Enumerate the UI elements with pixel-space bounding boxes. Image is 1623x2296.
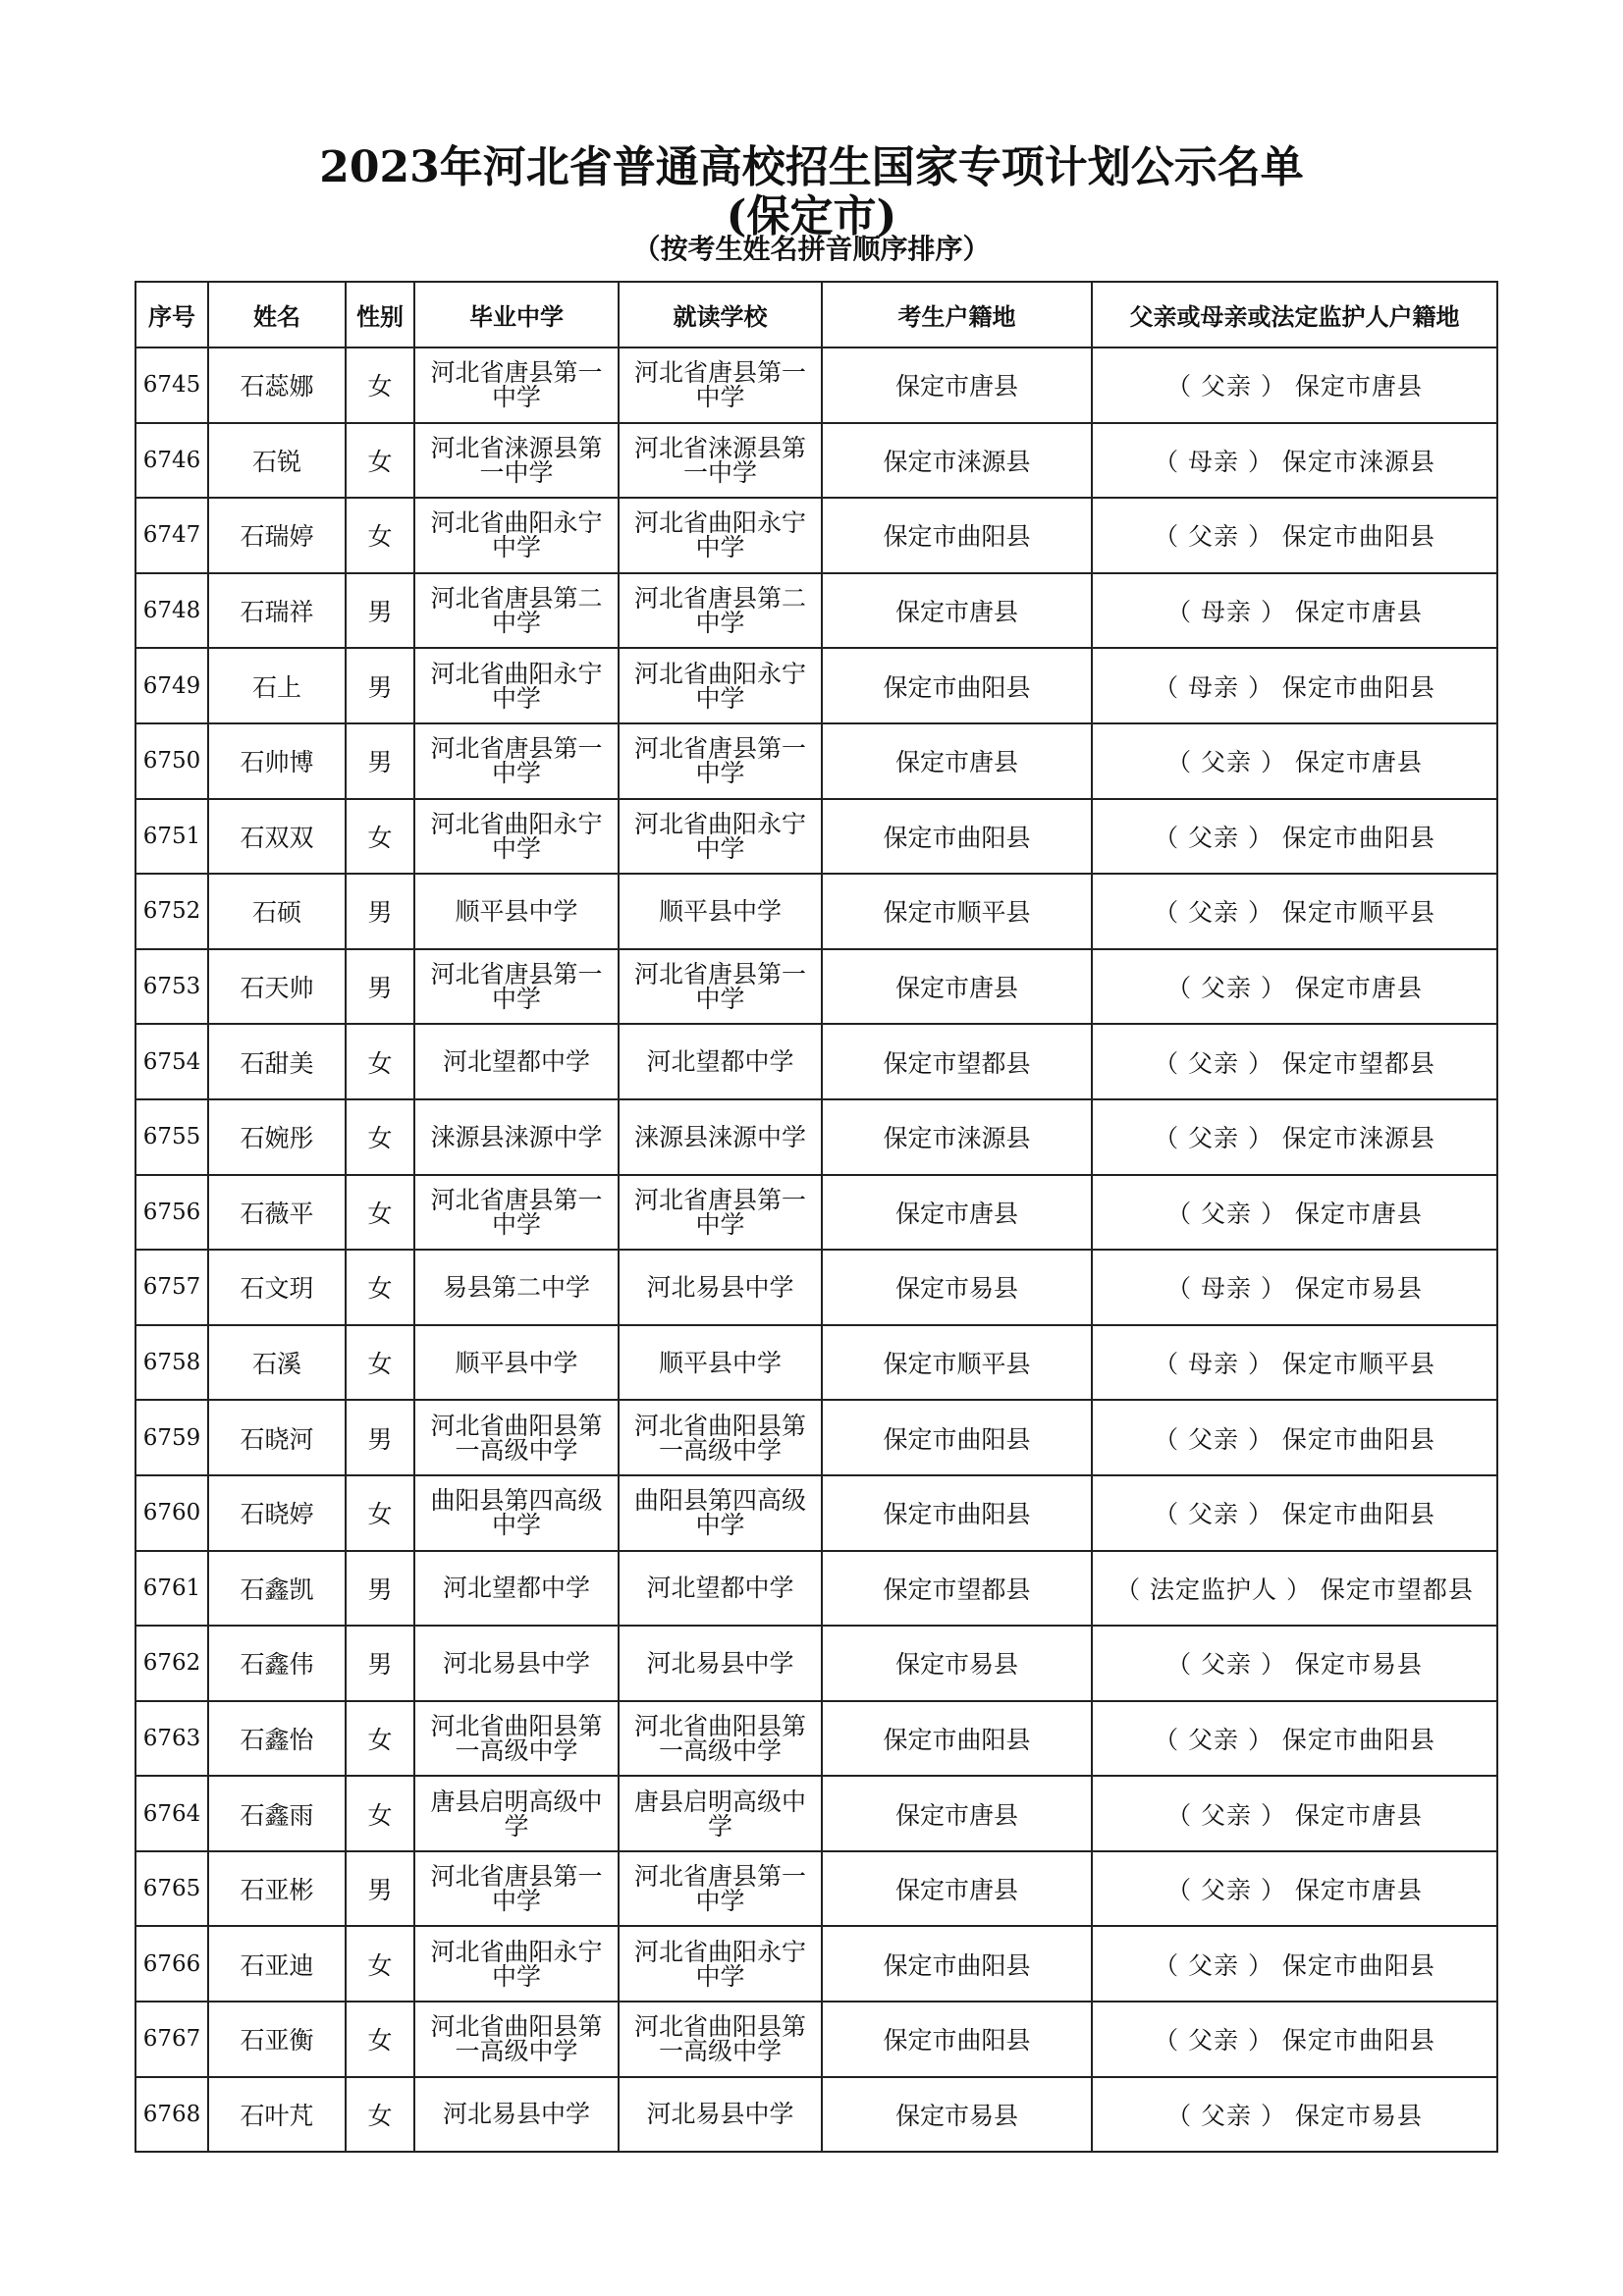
seq-cell: 6759 [135,1400,208,1475]
household-cell: 保定市涞源县 [822,1099,1092,1175]
household-cell: 保定市唐县 [822,949,1092,1025]
seq-cell: 6745 [135,347,208,423]
household-cell: 保定市唐县 [822,1776,1092,1851]
current-school-cell: 河北省曲阳永宁中学 [619,799,822,875]
parent-household-cell: （ 父亲 ） 保定市易县 [1092,1626,1497,1701]
current-school-cell: 河北省唐县第一中学 [619,1175,822,1251]
table-row [135,1776,1497,1851]
page-subtitle: (保定市) [726,191,897,241]
gender-cell: 男 [346,723,414,799]
name-cell: 石瑞祥 [208,573,346,649]
table-row [135,1175,1497,1251]
seq-cell: 6765 [135,1851,208,1927]
gender-cell: 男 [346,1551,414,1627]
parent-household-cell: （ 父亲 ） 保定市曲阳县 [1092,1701,1497,1777]
seq-cell: 6757 [135,1250,208,1325]
table-row [135,1024,1497,1099]
current-school-cell: 河北省唐县第一中学 [619,1851,822,1927]
name-cell: 石溪 [208,1325,346,1401]
current-school-cell: 河北望都中学 [619,1551,822,1627]
grad-school-cell: 河北省曲阳县第一高级中学 [414,2002,619,2077]
parent-household-cell: （ 母亲 ） 保定市易县 [1092,1250,1497,1325]
current-school-cell: 河北望都中学 [619,1024,822,1099]
parent-household-cell: （ 父亲 ） 保定市唐县 [1092,1175,1497,1251]
table-row [135,1099,1497,1175]
name-cell: 石文玥 [208,1250,346,1325]
column-header-seq: 序号 [135,282,208,347]
gender-cell: 男 [346,1626,414,1701]
household-cell: 保定市唐县 [822,573,1092,649]
gender-cell: 女 [346,1250,414,1325]
household-cell: 保定市曲阳县 [822,2002,1092,2077]
gender-cell: 女 [346,347,414,423]
household-cell: 保定市易县 [822,1626,1092,1701]
gender-cell: 女 [346,1776,414,1851]
grad-school-cell: 河北望都中学 [414,1551,619,1627]
table-row [135,347,1497,423]
household-cell: 保定市曲阳县 [822,799,1092,875]
seq-cell: 6746 [135,423,208,499]
gender-cell: 女 [346,1325,414,1401]
household-cell: 保定市顺平县 [822,1325,1092,1401]
current-school-cell: 河北省曲阳永宁中学 [619,498,822,573]
grad-school-cell: 河北省唐县第一中学 [414,347,619,423]
name-cell: 石鑫伟 [208,1626,346,1701]
seq-cell: 6767 [135,2002,208,2077]
grad-school-cell: 河北省曲阳永宁中学 [414,1926,619,2002]
gender-cell: 女 [346,1701,414,1777]
name-cell: 石叶芃 [208,2077,346,2153]
parent-household-cell: （ 父亲 ） 保定市唐县 [1092,723,1497,799]
grad-school-cell: 河北省唐县第一中学 [414,1851,619,1927]
seq-cell: 6747 [135,498,208,573]
seq-cell: 6753 [135,949,208,1025]
current-school-cell: 唐县启明高级中学 [619,1776,822,1851]
household-cell: 保定市顺平县 [822,874,1092,949]
gender-cell: 男 [346,648,414,723]
grad-school-cell: 河北易县中学 [414,2077,619,2153]
name-cell: 石晓河 [208,1400,346,1475]
household-cell: 保定市望都县 [822,1024,1092,1099]
column-header-grad-school: 毕业中学 [414,282,619,347]
seq-cell: 6750 [135,723,208,799]
name-cell: 石亚衡 [208,2002,346,2077]
table-row [135,423,1497,499]
table-row [135,1926,1497,2002]
seq-cell: 6754 [135,1024,208,1099]
gender-cell: 男 [346,949,414,1025]
grad-school-cell: 河北望都中学 [414,1024,619,1099]
table-row [135,949,1497,1025]
table-row [135,648,1497,723]
seq-cell: 6748 [135,573,208,649]
grad-school-cell: 河北省曲阳县第一高级中学 [414,1400,619,1475]
table-row [135,1250,1497,1325]
column-header-current-school: 就读学校 [619,282,822,347]
name-cell: 石上 [208,648,346,723]
household-cell: 保定市涞源县 [822,423,1092,499]
table-row [135,874,1497,949]
household-cell: 保定市唐县 [822,1851,1092,1927]
grad-school-cell: 曲阳县第四高级中学 [414,1475,619,1551]
column-header-household: 考生户籍地 [822,282,1092,347]
name-cell: 石晓婷 [208,1475,346,1551]
household-cell: 保定市唐县 [822,1175,1092,1251]
gender-cell: 女 [346,498,414,573]
name-cell: 石蕊娜 [208,347,346,423]
grad-school-cell: 涞源县涞源中学 [414,1099,619,1175]
gender-cell: 女 [346,2002,414,2077]
gender-cell: 女 [346,799,414,875]
name-cell: 石天帅 [208,949,346,1025]
grad-school-cell: 河北省唐县第一中学 [414,1175,619,1251]
table-row [135,1851,1497,1927]
household-cell: 保定市曲阳县 [822,1926,1092,2002]
seq-cell: 6762 [135,1626,208,1701]
current-school-cell: 河北易县中学 [619,1626,822,1701]
column-header-gender: 性别 [346,282,414,347]
parent-household-cell: （ 父亲 ） 保定市曲阳县 [1092,1400,1497,1475]
name-cell: 石鑫凯 [208,1551,346,1627]
seq-cell: 6755 [135,1099,208,1175]
name-cell: 石甜美 [208,1024,346,1099]
household-cell: 保定市曲阳县 [822,1701,1092,1777]
current-school-cell: 河北省唐县第二中学 [619,573,822,649]
name-cell: 石帅博 [208,723,346,799]
current-school-cell: 河北省唐县第一中学 [619,949,822,1025]
current-school-cell: 涞源县涞源中学 [619,1099,822,1175]
name-cell: 石亚彬 [208,1851,346,1927]
name-cell: 石鑫雨 [208,1776,346,1851]
gender-cell: 男 [346,573,414,649]
household-cell: 保定市曲阳县 [822,1475,1092,1551]
household-cell: 保定市易县 [822,2077,1092,2153]
gender-cell: 女 [346,423,414,499]
seq-cell: 6761 [135,1551,208,1627]
table-row [135,2002,1497,2077]
grad-school-cell: 唐县启明高级中学 [414,1776,619,1851]
name-cell: 石婉彤 [208,1099,346,1175]
parent-household-cell: （ 父亲 ） 保定市唐县 [1092,949,1497,1025]
parent-household-cell: （ 父亲 ） 保定市曲阳县 [1092,2002,1497,2077]
gender-cell: 男 [346,1400,414,1475]
seq-cell: 6760 [135,1475,208,1551]
table-row [135,1325,1497,1401]
parent-household-cell: （ 母亲 ） 保定市曲阳县 [1092,648,1497,723]
table-header-row [135,282,1497,347]
table-row [135,1400,1497,1475]
current-school-cell: 河北省唐县第一中学 [619,347,822,423]
current-school-cell: 河北易县中学 [619,1250,822,1325]
seq-cell: 6758 [135,1325,208,1401]
current-school-cell: 河北省唐县第一中学 [619,723,822,799]
grad-school-cell: 河北省曲阳永宁中学 [414,799,619,875]
current-school-cell: 河北省涞源县第一中学 [619,423,822,499]
current-school-cell: 曲阳县第四高级中学 [619,1475,822,1551]
gender-cell: 男 [346,874,414,949]
parent-household-cell: （ 父亲 ） 保定市唐县 [1092,1851,1497,1927]
name-cell: 石瑞婷 [208,498,346,573]
parent-household-cell: （ 父亲 ） 保定市望都县 [1092,1024,1497,1099]
household-cell: 保定市曲阳县 [822,498,1092,573]
table-row [135,498,1497,573]
current-school-cell: 河北省曲阳永宁中学 [619,648,822,723]
parent-household-cell: （ 父亲 ） 保定市曲阳县 [1092,799,1497,875]
grad-school-cell: 顺平县中学 [414,874,619,949]
column-header-name: 姓名 [208,282,346,347]
grad-school-cell: 河北易县中学 [414,1626,619,1701]
grad-school-cell: 易县第二中学 [414,1250,619,1325]
name-cell: 石亚迪 [208,1926,346,2002]
seq-cell: 6766 [135,1926,208,2002]
household-cell: 保定市曲阳县 [822,1400,1092,1475]
household-cell: 保定市唐县 [822,723,1092,799]
parent-household-cell: （ 法定监护人 ） 保定市望都县 [1092,1551,1497,1627]
parent-household-cell: （ 父亲 ） 保定市曲阳县 [1092,1926,1497,2002]
table-row [135,799,1497,875]
parent-household-cell: （ 母亲 ） 保定市顺平县 [1092,1325,1497,1401]
grad-school-cell: 河北省涞源县第一中学 [414,423,619,499]
table-body [135,347,1497,2152]
grad-school-cell: 河北省唐县第二中学 [414,573,619,649]
current-school-cell: 河北省曲阳永宁中学 [619,1926,822,2002]
parent-household-cell: （ 父亲 ） 保定市易县 [1092,2077,1497,2153]
seq-cell: 6756 [135,1175,208,1251]
parent-household-cell: （ 父亲 ） 保定市曲阳县 [1092,498,1497,573]
name-cell: 石薇平 [208,1175,346,1251]
name-cell: 石鑫怡 [208,1701,346,1777]
table-row [135,1701,1497,1777]
column-header-parent-household: 父亲或母亲或法定监护人户籍地 [1092,282,1497,347]
parent-household-cell: （ 父亲 ） 保定市唐县 [1092,1776,1497,1851]
parent-household-cell: （ 父亲 ） 保定市顺平县 [1092,874,1497,949]
household-cell: 保定市望都县 [822,1551,1092,1627]
gender-cell: 女 [346,2077,414,2153]
seq-cell: 6749 [135,648,208,723]
grad-school-cell: 河北省唐县第一中学 [414,723,619,799]
current-school-cell: 河北易县中学 [619,2077,822,2153]
seq-cell: 6764 [135,1776,208,1851]
household-cell: 保定市曲阳县 [822,648,1092,723]
gender-cell: 女 [346,1024,414,1099]
table-row [135,2077,1497,2153]
name-cell: 石锐 [208,423,346,499]
current-school-cell: 河北省曲阳县第一高级中学 [619,2002,822,2077]
household-cell: 保定市易县 [822,1250,1092,1325]
name-cell: 石硕 [208,874,346,949]
current-school-cell: 顺平县中学 [619,1325,822,1401]
grad-school-cell: 河北省曲阳永宁中学 [414,648,619,723]
gender-cell: 女 [346,1926,414,2002]
page-title: 2023年河北省普通高校招生国家专项计划公示名单 [319,142,1304,192]
admission-list-table [135,281,1498,2153]
name-cell: 石双双 [208,799,346,875]
seq-cell: 6751 [135,799,208,875]
grad-school-cell: 河北省曲阳永宁中学 [414,498,619,573]
sort-note: （按考生姓名拼音顺序排序） [632,233,991,265]
grad-school-cell: 顺平县中学 [414,1325,619,1401]
gender-cell: 女 [346,1099,414,1175]
table-row [135,1551,1497,1627]
grad-school-cell: 河北省唐县第一中学 [414,949,619,1025]
household-cell: 保定市唐县 [822,347,1092,423]
table-row [135,1626,1497,1701]
seq-cell: 6768 [135,2077,208,2153]
table-row [135,1475,1497,1551]
parent-household-cell: （ 父亲 ） 保定市涞源县 [1092,1099,1497,1175]
grad-school-cell: 河北省曲阳县第一高级中学 [414,1701,619,1777]
gender-cell: 男 [346,1851,414,1927]
table-row [135,573,1497,649]
parent-household-cell: （ 母亲 ） 保定市唐县 [1092,573,1497,649]
parent-household-cell: （ 母亲 ） 保定市涞源县 [1092,423,1497,499]
current-school-cell: 顺平县中学 [619,874,822,949]
gender-cell: 女 [346,1175,414,1251]
seq-cell: 6763 [135,1701,208,1777]
parent-household-cell: （ 父亲 ） 保定市曲阳县 [1092,1475,1497,1551]
seq-cell: 6752 [135,874,208,949]
gender-cell: 女 [346,1475,414,1551]
parent-household-cell: （ 父亲 ） 保定市唐县 [1092,347,1497,423]
current-school-cell: 河北省曲阳县第一高级中学 [619,1400,822,1475]
current-school-cell: 河北省曲阳县第一高级中学 [619,1701,822,1777]
table-row [135,723,1497,799]
